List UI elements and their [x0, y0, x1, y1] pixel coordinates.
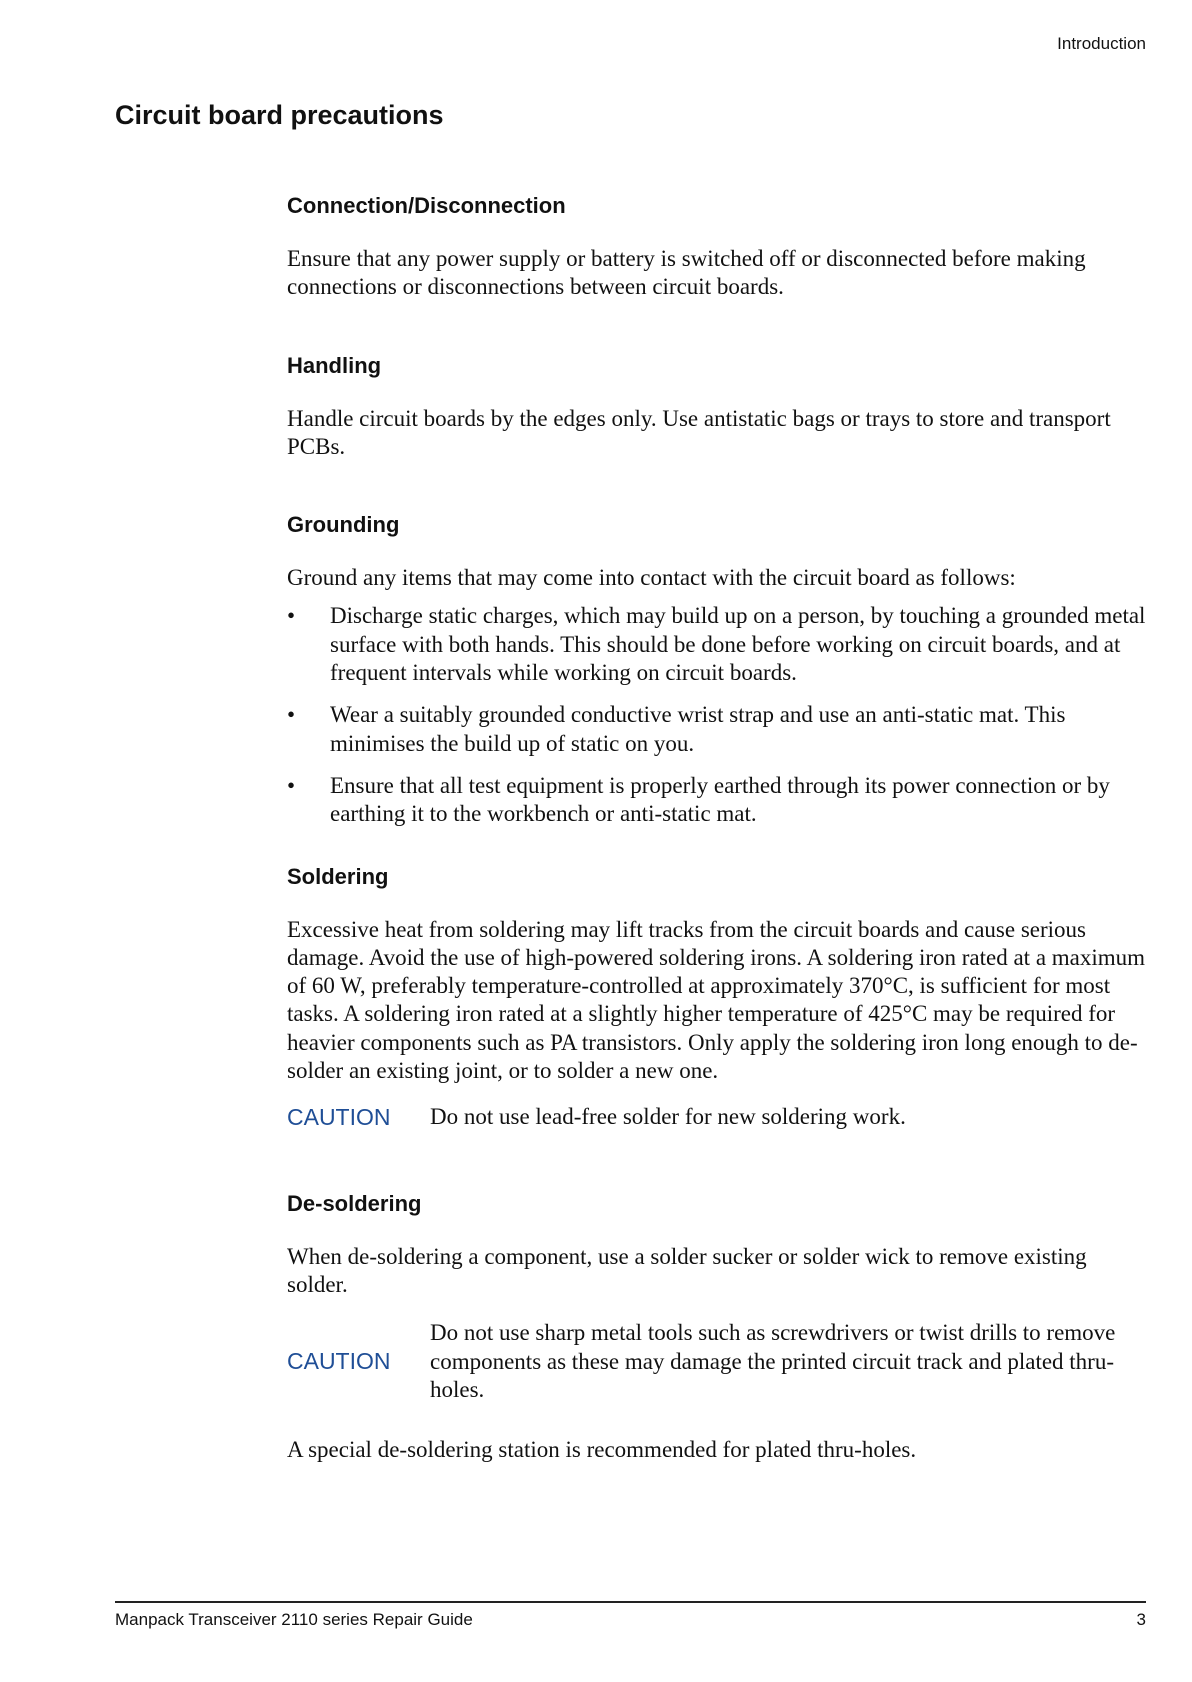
page-number: 3: [1136, 1610, 1146, 1629]
bullet-marker: •: [287, 702, 296, 728]
list-item-text: Ensure that all test equipment is properly earthed through its power connection or by earthing it to the workbench or anti-static mat.: [330, 772, 1110, 827]
section-heading: Handling: [287, 352, 382, 378]
section-heading: Soldering: [287, 863, 389, 889]
bullet-marker: •: [287, 603, 296, 629]
section-soldering: [287, 863, 1149, 1132]
bullet-marker: •: [287, 772, 296, 798]
section-connection: [287, 192, 1149, 302]
page-title: Circuit board precautions: [115, 100, 444, 130]
running-header: Introduction: [1057, 34, 1146, 53]
list-item-text: Wear a suitably grounded conductive wrist strap and use an anti-static mat. This minimises the build up of static on you.: [330, 702, 1066, 756]
list-item: [287, 772, 1149, 829]
list-item-text: Discharge static charges, which may build up on a person, by touching a grounded metal surface with both hands. This should be done before working on circuit boards, and at frequent intervals while working on circuit boards.: [330, 603, 1146, 686]
list-item: [287, 602, 1149, 687]
footer-document-title: Manpack Transceiver 2110 series Repair Guide: [115, 1610, 473, 1629]
footer-divider: [115, 1601, 1146, 1603]
section-handling: [287, 352, 1149, 462]
section-body: Handle circuit boards by the edges only. Use antistatic bags or trays to store and transport PCBs.: [287, 405, 1111, 459]
content-column: [287, 192, 1149, 1464]
section-body: Excessive heat from soldering may lift tracks from the circuit boards and cause serious damage. Avoid the use of high-powered soldering irons. A soldering iron rated at a maximum of 60 W, preferably temperature-controlled at approximately 370°C, is sufficient for most tasks. A soldering iron rated at a slightly higher temperature of 425°C may be required for heavier components such as PA transistors. Only apply the soldering iron long enough to de-solder an existing joint, or to solder a new one.: [287, 916, 1146, 1084]
section-heading: Connection/Disconnection: [287, 193, 566, 218]
section-heading: Grounding: [287, 512, 400, 538]
section-body: Ensure that any power supply or battery is switched off or disconnected before making connections or disconnections between circuit boards.: [287, 246, 1086, 300]
bullet-list: [287, 602, 1149, 828]
caution-note: [287, 1103, 1149, 1131]
section-desoldering: [287, 1190, 1149, 1465]
caution-label: CAUTION: [287, 1103, 391, 1130]
section-heading: De-soldering: [287, 1190, 422, 1216]
section-body: When de-soldering a component, use a solder sucker or solder wick to remove existing solder.: [287, 1243, 1087, 1297]
caution-label: CAUTION: [287, 1348, 391, 1375]
section-intro: Ground any items that may come into contact with the circuit board as follows:: [287, 565, 1016, 591]
section-grounding: [287, 511, 1149, 828]
caution-text: Do not use lead-free solder for new soldering work.: [430, 1104, 906, 1130]
caution-text: Do not use sharp metal tools such as screwdrivers or twist drills to remove components as these may damage the printed circuit track and plated thru-holes.: [430, 1320, 1116, 1402]
section-closing: A special de-soldering station is recommended for plated thru-holes.: [287, 1437, 917, 1463]
caution-note: [287, 1319, 1149, 1404]
list-item: [287, 701, 1149, 758]
